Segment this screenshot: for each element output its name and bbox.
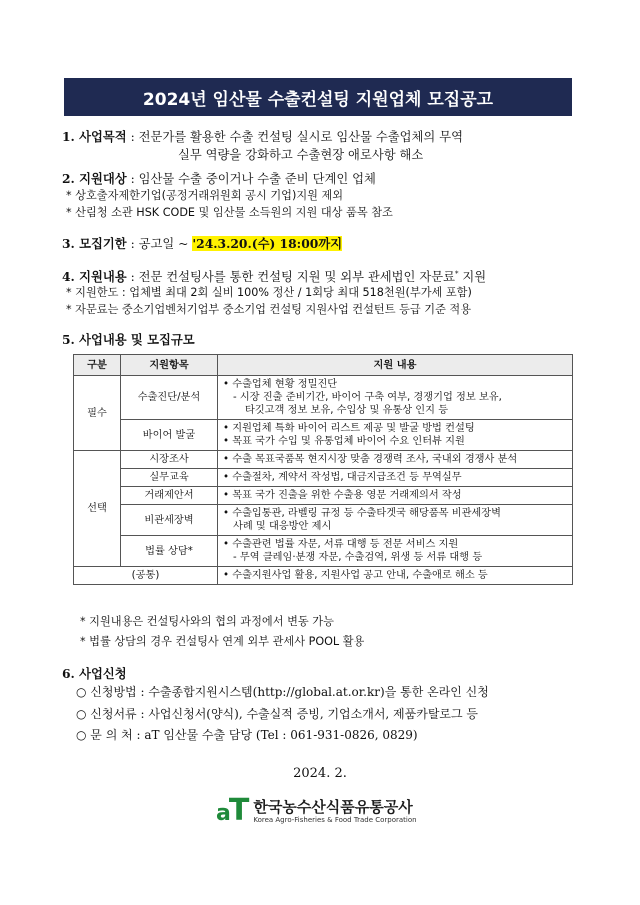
common-content: • 수출지원사업 활용, 지원사업 공고 안내, 수출애로 해소 등: [218, 567, 573, 585]
bullet: • 수출절차, 계약서 작성법, 대금지급조건 등 무역실무: [223, 472, 462, 483]
sub-bullet: 타깃고객 정보 보유, 수입상 및 유통상 인지 등: [245, 405, 449, 416]
support-note-1: * 지원한도 : 업체별 최대 2회 실비 100% 정산 / 1회당 최대 518천원(부가세 포함): [66, 286, 472, 299]
table-header-row: [74, 355, 573, 376]
section-support-label: 4. 지원내용: [62, 269, 127, 285]
section-target-text: : 임산물 수출 중이거나 수출 준비 단계인 업체: [130, 172, 376, 186]
bullet: • 수출 목표국품목 현지시장 맞춤 경쟁력 조사, 국내외 경쟁사 분석: [223, 454, 518, 465]
table-header: 구분: [74, 355, 121, 376]
scope-note-1: * 지원내용은 컨설팅사와의 협의 과정에서 변동 가능: [80, 615, 334, 628]
table-row: [74, 376, 573, 420]
row-content: [218, 451, 573, 469]
section-support-text-end: 지원: [458, 270, 487, 285]
row-item: 거래제안서: [121, 487, 218, 505]
row-item: 시장조사: [121, 451, 218, 469]
at-logo: [216, 792, 417, 829]
row-item: 바이어 발굴: [121, 420, 218, 451]
apply-documents: ○ 신청서류 : 사업신청서(양식), 수출실적 증빙, 기업소개서, 제품카탈로그 등: [76, 707, 479, 721]
row-item: 수출진단/분석: [121, 376, 218, 420]
common-label: (공통): [74, 567, 218, 585]
target-note-2: * 산림청 소관 HSK CODE 및 임산물 소득원의 지원 대상 품목 참조: [66, 206, 393, 219]
bullet: • 지원업체 특화 바이어 리스트 제공 및 발굴 방법 컨설팅: [223, 423, 475, 434]
section-target-label: 2. 지원대상: [62, 171, 127, 186]
bullet: • 목표 국가 수입 및 유통업체 바이어 수요 인터뷰 지원: [223, 436, 465, 447]
bullet: • 수출업체 현황 정밀진단: [223, 379, 338, 390]
section-purpose: [62, 128, 463, 146]
section-deadline: [62, 235, 342, 253]
row-content: [218, 505, 573, 536]
section-purpose-label: 1. 사업목적: [62, 129, 127, 144]
table-row: [74, 505, 573, 536]
section-scope: [62, 331, 195, 349]
apply-contact: ○ 문 의 처 : aT 임산물 수출 담당 (Tel : 061-931-0826, 0829): [76, 728, 418, 742]
support-note-2: * 자문료는 중소기업벤처기업부 중소기업 컨설팅 지원사업 컨설턴트 등급 기준 적용: [66, 303, 472, 316]
at-logo-icon: aT: [216, 792, 248, 828]
org-name-korean: 한국농수산식품유통공사: [253, 798, 413, 816]
scope-note-2: * 법률 상담의 경우 컨설팅사 연계 외부 관세사 POOL 활용: [80, 635, 365, 648]
table-header: 지원항목: [121, 355, 218, 376]
table-row: [74, 536, 573, 567]
section-deadline-text: : 공고일 ~: [130, 237, 193, 251]
section-apply-label: 6. 사업신청: [62, 666, 127, 681]
table-header: 지원 내용: [218, 355, 573, 376]
section-target: [62, 170, 376, 188]
table-row: [74, 567, 573, 585]
row-item: 비관세장벽: [121, 505, 218, 536]
org-name-english: Korea Agro-Fisheries & Food Trade Corporation: [253, 816, 417, 824]
target-note-1: * 상호출자제한기업(공정거래위원회 공시 기업)지원 제외: [66, 189, 344, 202]
bullet-continuation: 사례 및 대응방안 제시: [233, 521, 332, 532]
notice-title: 2024년 임산물 수출컨설팅 지원업체 모집공고: [64, 78, 572, 116]
group-optional: 선택: [74, 451, 121, 567]
notice-date: 2024. 2.: [293, 766, 347, 781]
section-deadline-label: 3. 모집기한: [62, 236, 127, 251]
deadline-date: '24.3.20.(수) 18:00까지: [192, 236, 343, 251]
group-required: 필수: [74, 376, 121, 451]
table-row: [74, 451, 573, 469]
table-row: [74, 469, 573, 487]
section-purpose-line1: : 전문가를 활용한 수출 컨설팅 실시로 임산물 수출업체의 무역: [130, 130, 463, 144]
section-support-text: : 전문 컨설팅사를 통한 컨설팅 지원 및 외부 관세법인 자문료: [130, 270, 455, 285]
section-scope-label: 5. 사업내용 및 모집규모: [62, 332, 195, 347]
row-content: [218, 376, 573, 420]
footnote-mark: *: [454, 270, 459, 278]
section-support: [62, 266, 486, 286]
section-apply: [62, 665, 127, 683]
support-table: [73, 354, 573, 585]
row-content: [218, 469, 573, 487]
sub-bullet: - 무역 클레임·분쟁 자문, 수출검역, 위생 등 서류 대행 등: [233, 552, 483, 563]
section-purpose-line2: 실무 역량을 강화하고 수출현장 애로사항 해소: [178, 148, 424, 162]
table-row: [74, 487, 573, 505]
bullet: • 수출입통관, 라벨링 규정 등 수출타겟국 해당품목 비관세장벽: [223, 508, 501, 519]
sub-bullet: - 시장 진출 준비기간, 바이어 구축 여부, 경쟁기업 정보 보유,: [233, 392, 502, 403]
bullet: • 목표 국가 진출을 위한 수출용 영문 거래제의서 작성: [223, 490, 462, 501]
apply-method: ○ 신청방법 : 수출종합지원시스템(http://global.at.or.kr)을 통한 온라인 신청: [76, 685, 489, 699]
row-item: 실무교육: [121, 469, 218, 487]
table-row: [74, 420, 573, 451]
row-content: [218, 487, 573, 505]
row-content: [218, 420, 573, 451]
row-item: 법률 상담*: [121, 536, 218, 567]
bullet: • 수출관련 법률 자문, 서류 대행 등 전문 서비스 지원: [223, 539, 459, 550]
row-content: [218, 536, 573, 567]
